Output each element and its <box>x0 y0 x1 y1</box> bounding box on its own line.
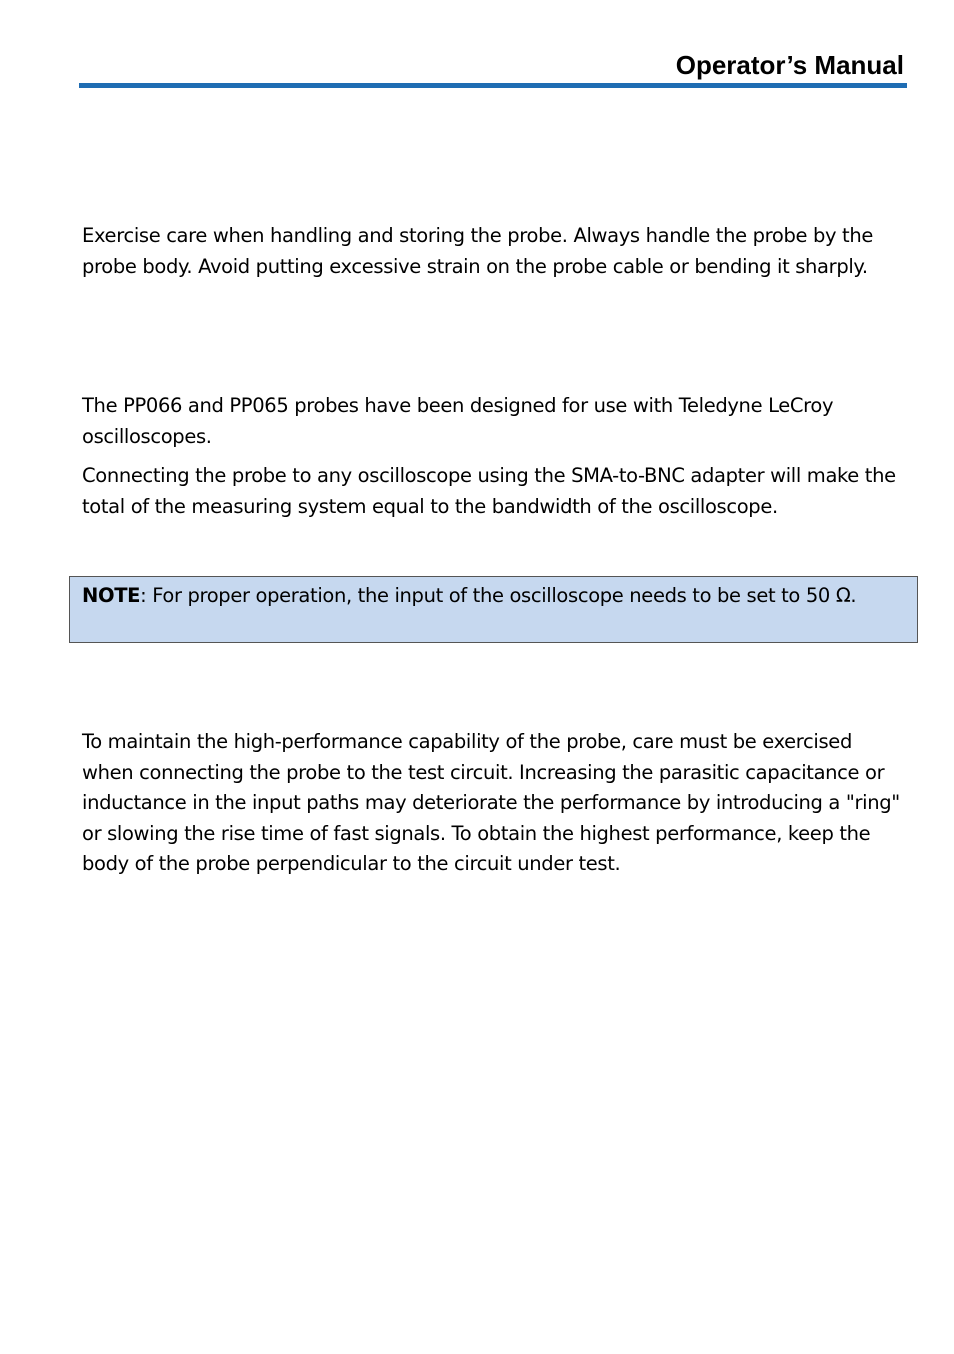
connection-paragraph: To maintain the high-performance capability of the probe, care must be exercised when connecting the probe to the test circuit. Increasing the parasitic capacitance or inductance in the input paths may deteriorate the performance by introducing a "ring" or slowing the rise time of fast signals. To obtain the highest performance, keep the body of the probe perpendicular to the circuit under test. <box>82 730 900 876</box>
header-divider <box>79 83 907 88</box>
handling-paragraph: Exercise care when handling and storing the probe. Always handle the probe by the probe body. Avoid putting excessive strain on the probe cable or bending it sharply. <box>82 224 873 278</box>
note-box <box>69 576 918 643</box>
adapter-paragraph: Connecting the probe to any oscilloscope using the SMA-to-BNC adapter will make the total of the measuring system equal to the bandwidth of the oscilloscope. <box>82 464 896 518</box>
page-header-title: Operator’s Manual <box>675 50 904 80</box>
note-text <box>82 581 882 612</box>
compatibility-paragraph: The PP066 and PP065 probes have been designed for use with Teledyne LeCroy oscilloscopes. <box>82 394 834 448</box>
note-body: : For proper operation, the input of the oscilloscope needs to be set to 50 Ω. <box>140 584 857 607</box>
note-label: NOTE <box>82 584 141 607</box>
